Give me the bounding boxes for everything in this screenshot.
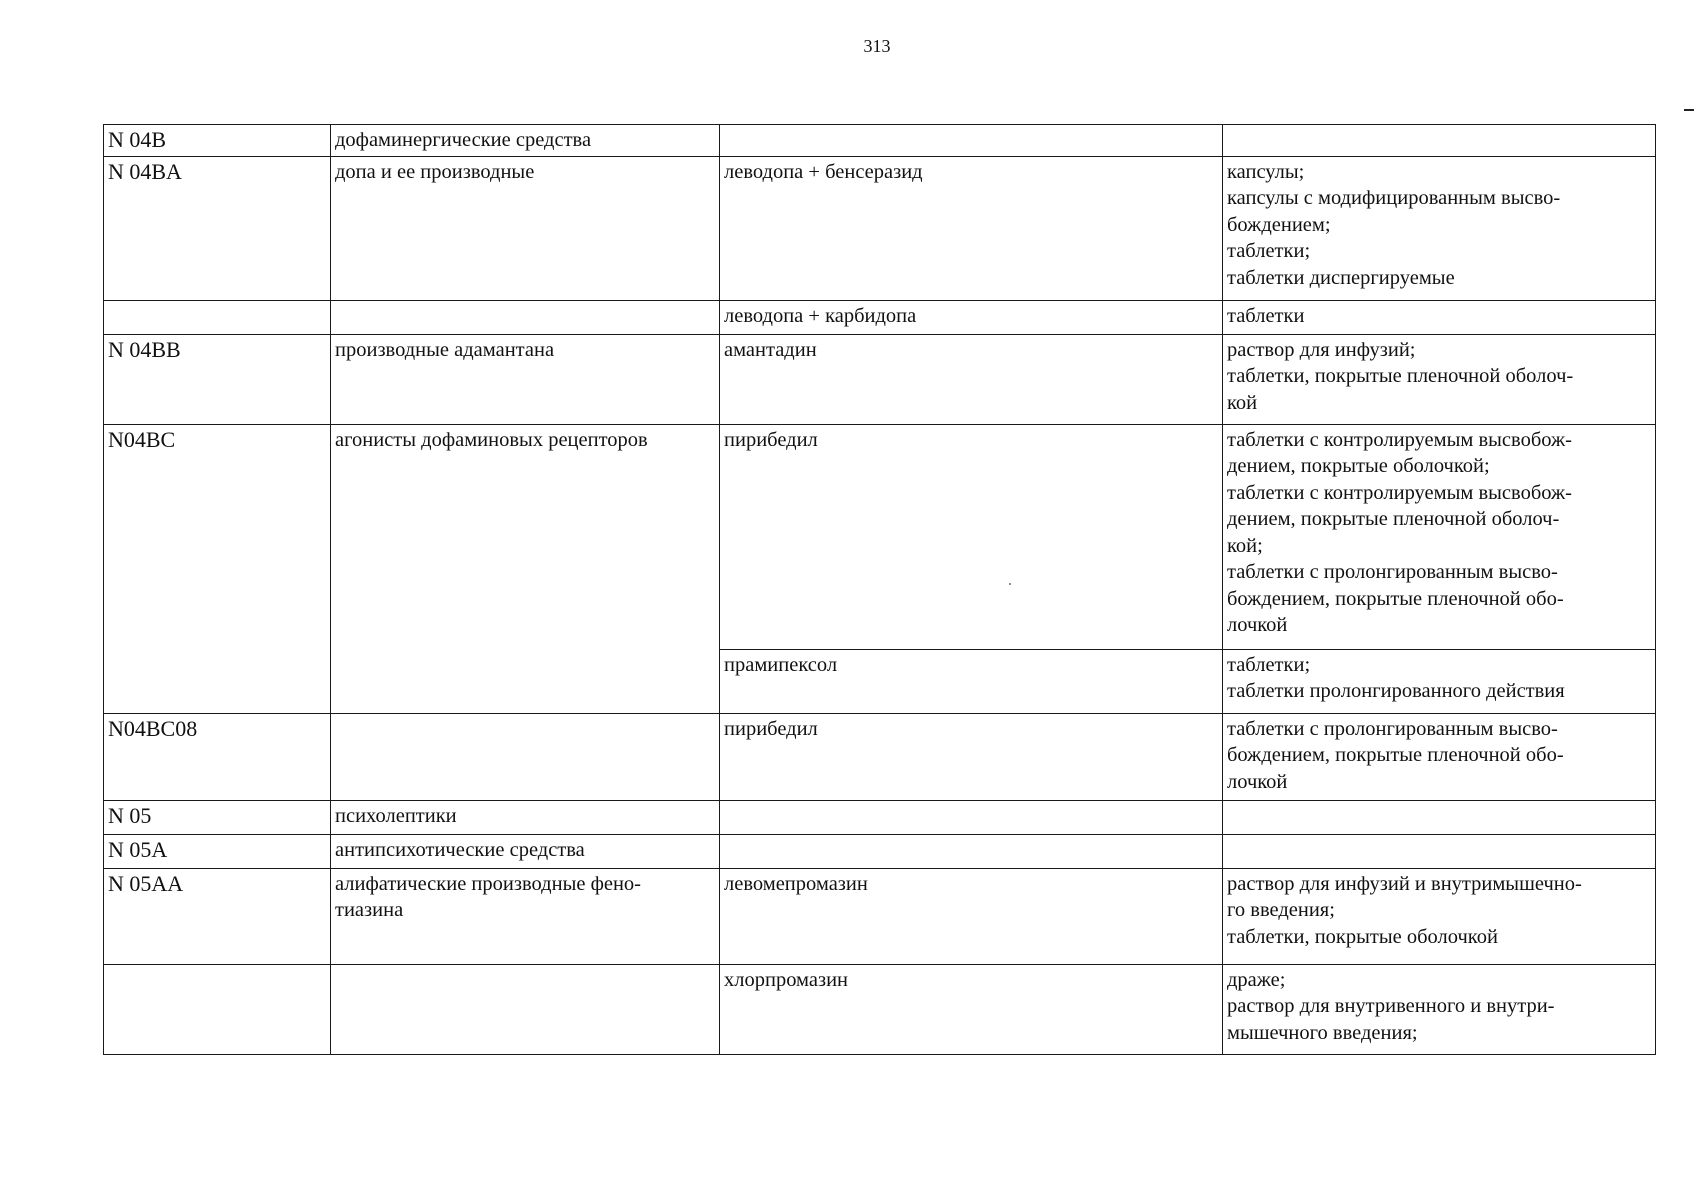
drug-name-cell: пирибедил [720,713,1223,800]
drug-name-cell: пирибедил [720,424,1223,649]
table-row [104,800,1656,834]
table-row [104,868,1656,964]
group-cell [331,300,720,334]
atc-code-cell: N 04BA [104,156,331,300]
dosage-form-cell: таблетки с контролируемым высвобож- дением, покрытые оболочкой; таблетки с контролируемым высвобож- дением, покрытые пленочной оболоч- кой; таблетки с пролонгированным высво- бождением, покрытые пленочной обо- лочкой [1223,424,1656,649]
atc-code-cell: N 05 [104,800,331,834]
table-row [104,125,1656,157]
drug-name-cell: левомепромазин [720,868,1223,964]
table-row [104,713,1656,800]
atc-code-cell: N 04B [104,125,331,157]
dosage-form-cell: раствор для инфузий; таблетки, покрытые пленочной оболоч- кой [1223,334,1656,424]
drug-name-cell: амантадин [720,334,1223,424]
dosage-form-cell: таблетки [1223,300,1656,334]
drug-name-cell: леводопа + бенсеразид [720,156,1223,300]
group-cell: антипсихотические средства [331,834,720,868]
drug-name-cell [720,834,1223,868]
atc-code-cell [104,964,331,1054]
group-cell: допа и ее производные [331,156,720,300]
group-cell [331,713,720,800]
atc-code-cell: N 05A [104,834,331,868]
dosage-form-cell [1223,834,1656,868]
group-cell [331,964,720,1054]
atc-code-cell: N 05AA [104,868,331,964]
drug-name-cell [720,800,1223,834]
group-cell: производные адамантана [331,334,720,424]
drug-name-cell [720,125,1223,157]
drug-name-cell: леводопа + карбидопа [720,300,1223,334]
dosage-form-cell [1223,800,1656,834]
table-row [104,334,1656,424]
table-row [104,964,1656,1054]
table-row [104,424,1656,649]
group-cell: агонисты дофаминовых рецепторов [331,424,720,713]
group-cell: дофаминергические средства [331,125,720,157]
dosage-form-cell: таблетки; таблетки пролонгированного действия [1223,649,1656,713]
atc-code-cell: N04BC [104,424,331,713]
group-cell: алифатические производные фено- тиазина [331,868,720,964]
table-row [104,156,1656,300]
table-row [104,300,1656,334]
dosage-form-cell: раствор для инфузий и внутримышечно- го введения; таблетки, покрытые оболочкой [1223,868,1656,964]
edge-mark [1684,109,1694,111]
dosage-form-cell: драже; раствор для внутривенного и внутри- мышечного введения; [1223,964,1656,1054]
atc-code-cell [104,300,331,334]
table-row [104,834,1656,868]
page-number: 313 [863,36,891,56]
drug-name-cell: прамипексол [720,649,1223,713]
group-cell: психолептики [331,800,720,834]
atc-code-cell: N 04BB [104,334,331,424]
atc-code-cell: N04BC08 [104,713,331,800]
drug-name-cell: хлорпромазин [720,964,1223,1054]
dosage-form-cell [1223,125,1656,157]
dosage-form-cell: таблетки с пролонгированным высво- бождением, покрытые пленочной обо- лочкой [1223,713,1656,800]
dosage-form-cell: капсулы; капсулы с модифицированным высво- бождением; таблетки; таблетки диспергируемые [1223,156,1656,300]
drug-classification-table [103,124,1656,1055]
